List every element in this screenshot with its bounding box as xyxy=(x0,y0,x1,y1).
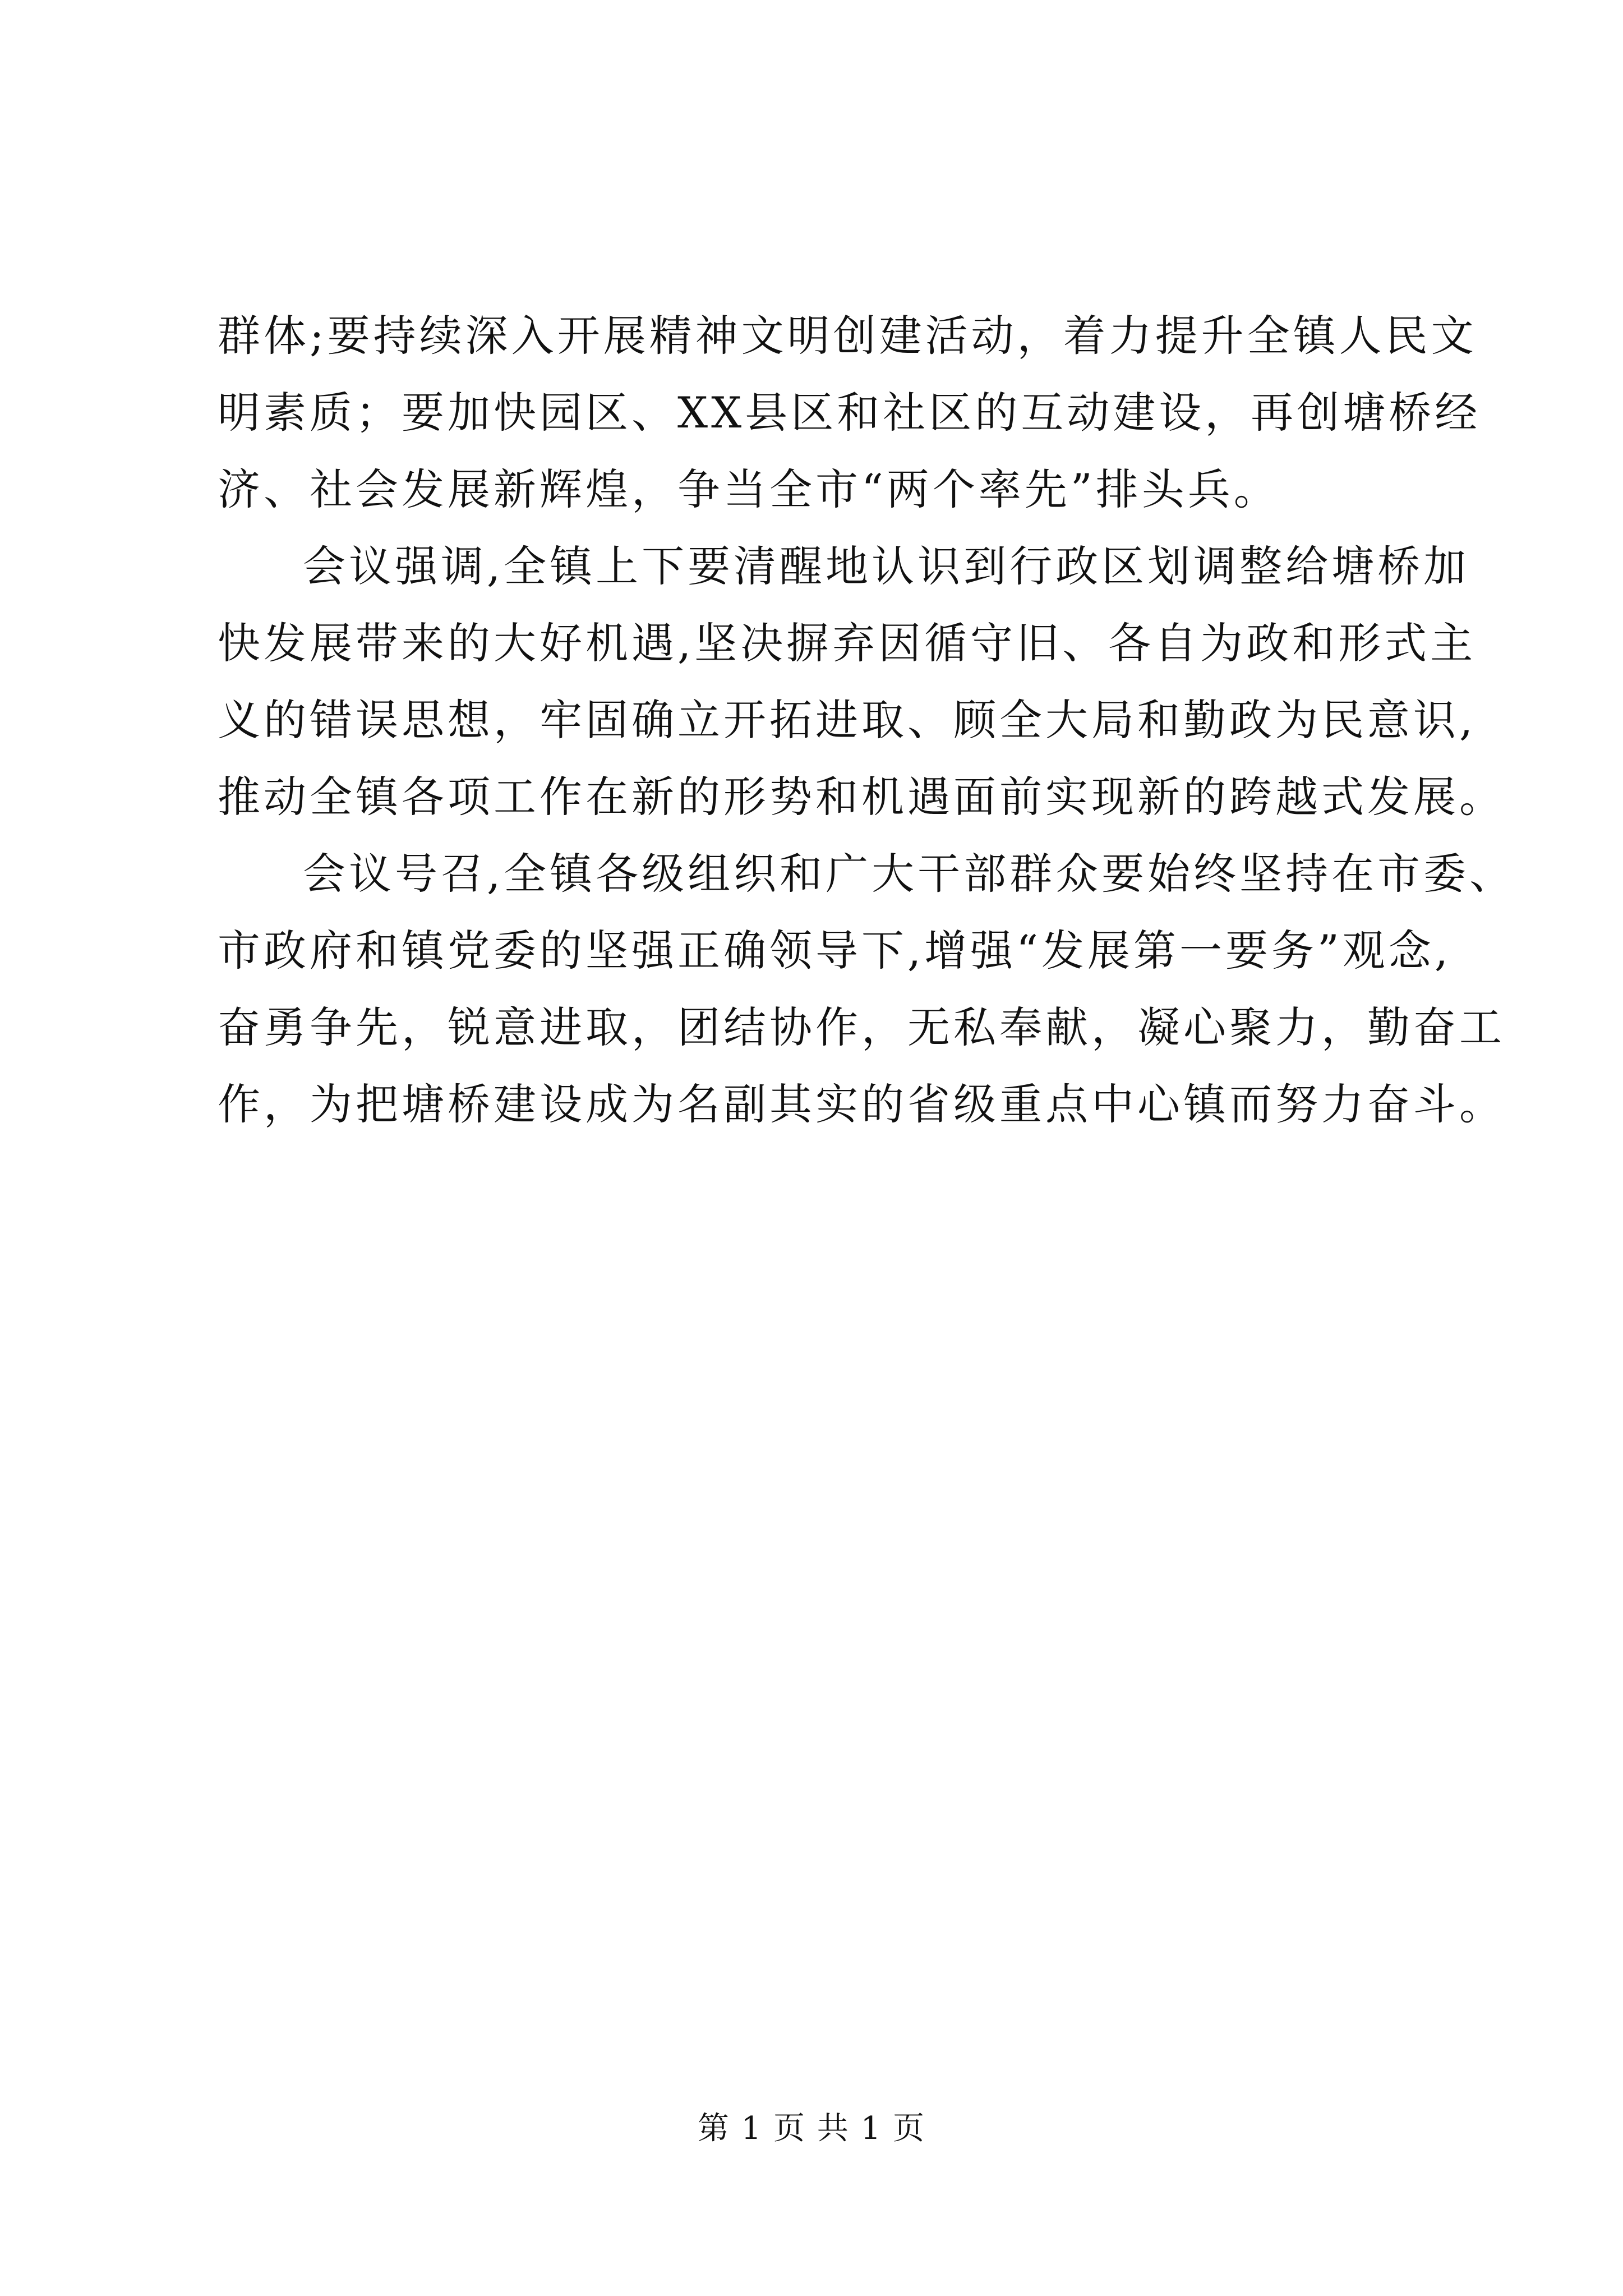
paragraph-3-line-4: 作，为把塘桥建设成为名副其实的省级重点中心镇而努力奋斗。 xyxy=(218,1079,1505,1129)
paragraph-1-line-1: 群体;要持续深入开展精神文明创建活动，着力提升全镇人民文 xyxy=(218,311,1477,361)
paragraph-3-line-2: 市政府和镇党委的坚强正确领导下,增强“发展第一要务”观念, xyxy=(218,926,1452,976)
paragraph-1-line-2: 明素质；要加快园区、XX县区和社区的互动建设，再创塘桥经 xyxy=(218,388,1481,438)
paragraph-2-line-3: 义的错误思想，牢固确立开拓进取、顾全大局和勤政为民意识, xyxy=(218,695,1477,745)
paragraph-2-line-4: 推动全镇各项工作在新的形势和机遇面前实现新的跨越式发展。 xyxy=(218,772,1505,822)
paragraph-2-line-1: 会议强调,全镇上下要清醒地认识到行政区划调整给塘桥加 xyxy=(303,541,1470,591)
page-footer xyxy=(0,2109,1623,2148)
paragraph-1-line-3: 济、社会发展新辉煌，争当全市“两个率先”排头兵。 xyxy=(218,464,1280,514)
body-text xyxy=(218,297,1516,1143)
paragraph-3-line-3: 奋勇争先，锐意进取，团结协作，无私奉献，凝心聚力，勤奋工 xyxy=(218,1002,1505,1052)
paragraph-3-line-1: 会议号召,全镇各级组织和广大干部群众要始终坚持在市委、 xyxy=(303,849,1516,899)
page-number-label: 第 1 页 共 1 页 xyxy=(697,2110,926,2147)
paragraph-2-line-2: 快发展带来的大好机遇,坚决摒弃因循守旧、各自为政和形式主 xyxy=(218,618,1477,668)
